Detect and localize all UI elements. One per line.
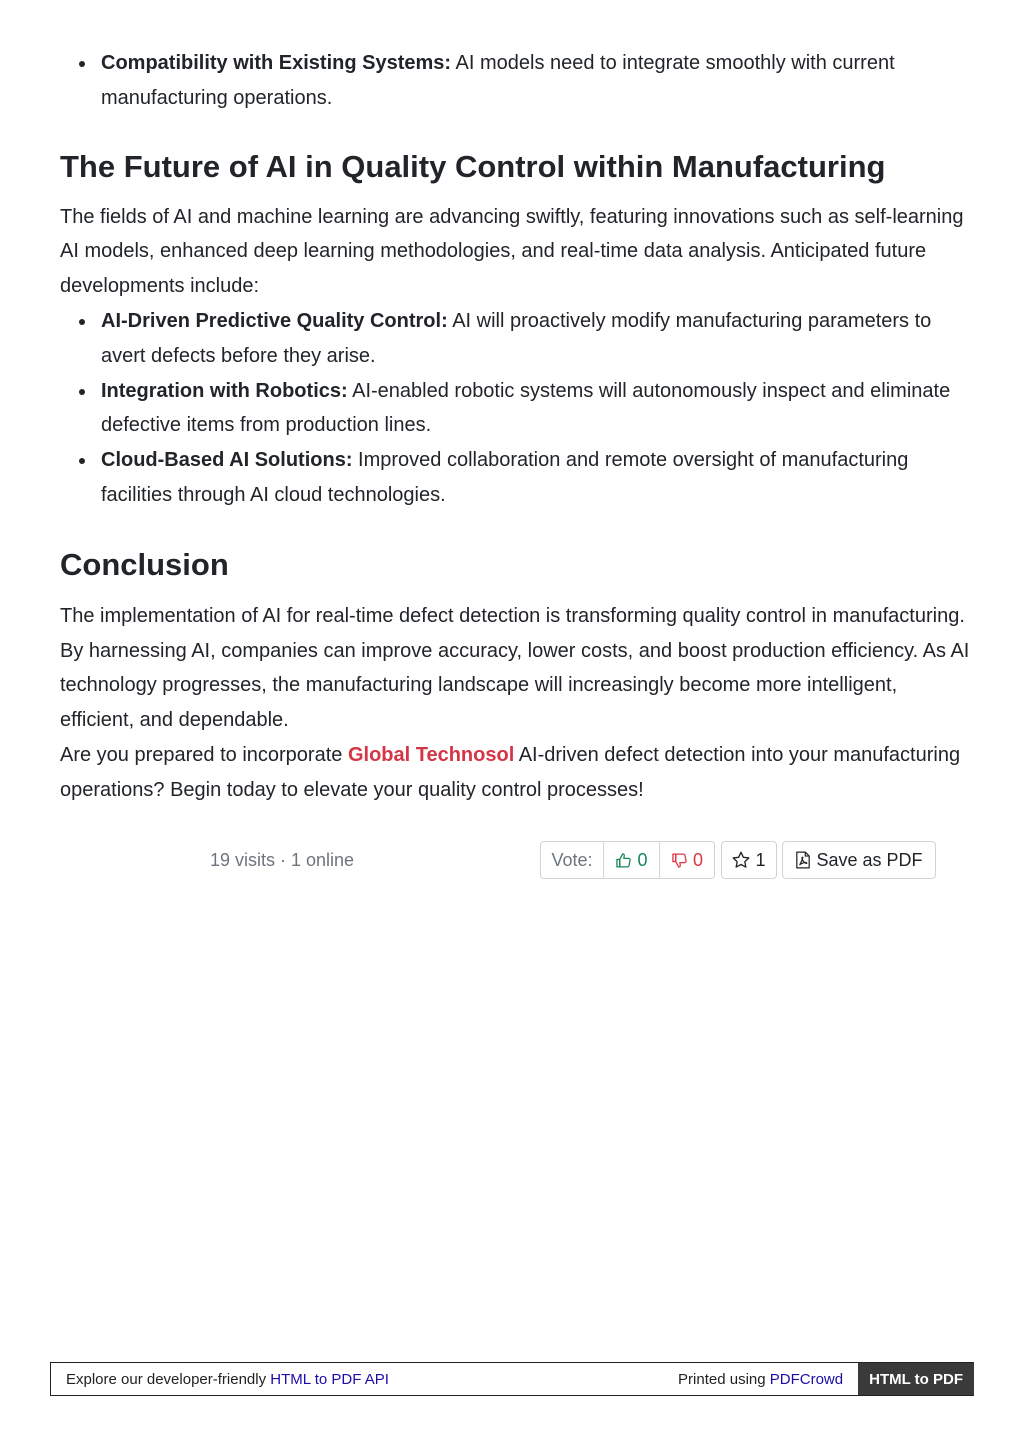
brand-name: Global Technosol	[347, 743, 515, 766]
upvote-button[interactable]	[604, 841, 660, 879]
list-item-text: AI models need to integrate smoothly with current manufacturing operations.	[101, 52, 895, 109]
conclusion-paragraph: The implementation of AI for real-time defect detection is transforming quality control in manufacturing. By harnessing AI, companies can improve accuracy, lower costs, and boost production efficiency. As AI technology progresses, the manufacturing landscape will increasingly become more intelligent, efficient, and dependable.	[60, 604, 970, 732]
upvote-count: 0	[637, 849, 648, 870]
vote-label: Vote:	[540, 841, 604, 879]
top-bullet-list	[60, 46, 970, 116]
favorite-button[interactable]	[721, 841, 777, 879]
list-item-term: AI-Driven Predictive Quality Control:	[101, 309, 448, 332]
list-item	[101, 374, 970, 444]
thumbs-down-icon	[671, 852, 688, 869]
vote-group	[540, 841, 715, 879]
pdfcrowd-footer	[50, 1362, 974, 1396]
article-meta-bar	[0, 840, 1024, 882]
pdfcrowd-link[interactable]: PDFCrowd	[769, 1370, 844, 1388]
html-to-pdf-badge[interactable]: HTML to PDF	[858, 1363, 974, 1395]
footer-promo-text: Explore our developer-friendly	[66, 1370, 271, 1388]
article-content	[60, 46, 970, 808]
action-buttons	[540, 841, 936, 879]
cta-text-before: Are you prepared to incorporate	[60, 743, 348, 766]
future-heading: The Future of AI in Quality Control within Manufacturing	[60, 148, 886, 184]
save-as-pdf-button[interactable]	[782, 841, 936, 879]
visit-counter: 19 visits · 1 online	[210, 850, 355, 870]
list-item-text: Improved collaboration and remote oversight of manufacturing facilities through AI cloud technologies.	[101, 449, 909, 506]
downvote-count: 0	[692, 849, 703, 870]
list-item-term: Cloud-Based AI Solutions:	[101, 449, 353, 472]
save-as-pdf-label: Save as PDF	[816, 849, 923, 870]
cta-text-after: AI-driven defect detection into your manufacturing operations? Begin today to elevate your quality control processes!	[60, 743, 961, 801]
pdf-file-icon	[795, 851, 811, 869]
call-to-action	[60, 738, 970, 808]
future-bullet-list	[60, 304, 970, 513]
list-item	[101, 443, 970, 513]
list-item-term: Integration with Robotics:	[101, 379, 348, 402]
list-item-text: AI-enabled robotic systems will autonomously inspect and eliminate defective items from production lines.	[101, 379, 951, 437]
future-intro: The fields of AI and machine learning are advancing swiftly, featuring innovations such as self-learning AI models, enhanced deep learning methodologies, and real-time data analysis. Anticipated future developments include:	[60, 205, 964, 298]
footer-printed-by	[678, 1371, 858, 1388]
star-icon	[732, 851, 750, 869]
list-item-text: AI will proactively modify manufacturing parameters to avert defects before they arise.	[101, 309, 932, 367]
list-item	[101, 46, 970, 116]
list-item	[101, 304, 970, 374]
conclusion-heading: Conclusion	[60, 546, 229, 582]
footer-promo	[51, 1371, 678, 1388]
html-to-pdf-api-link[interactable]: HTML to PDF API	[270, 1370, 389, 1388]
thumbs-up-icon	[615, 852, 632, 869]
footer-printed-text: Printed using	[678, 1370, 770, 1388]
downvote-button[interactable]	[660, 841, 715, 879]
favorite-count: 1	[755, 849, 766, 870]
list-item-term: Compatibility with Existing Systems:	[101, 52, 452, 74]
